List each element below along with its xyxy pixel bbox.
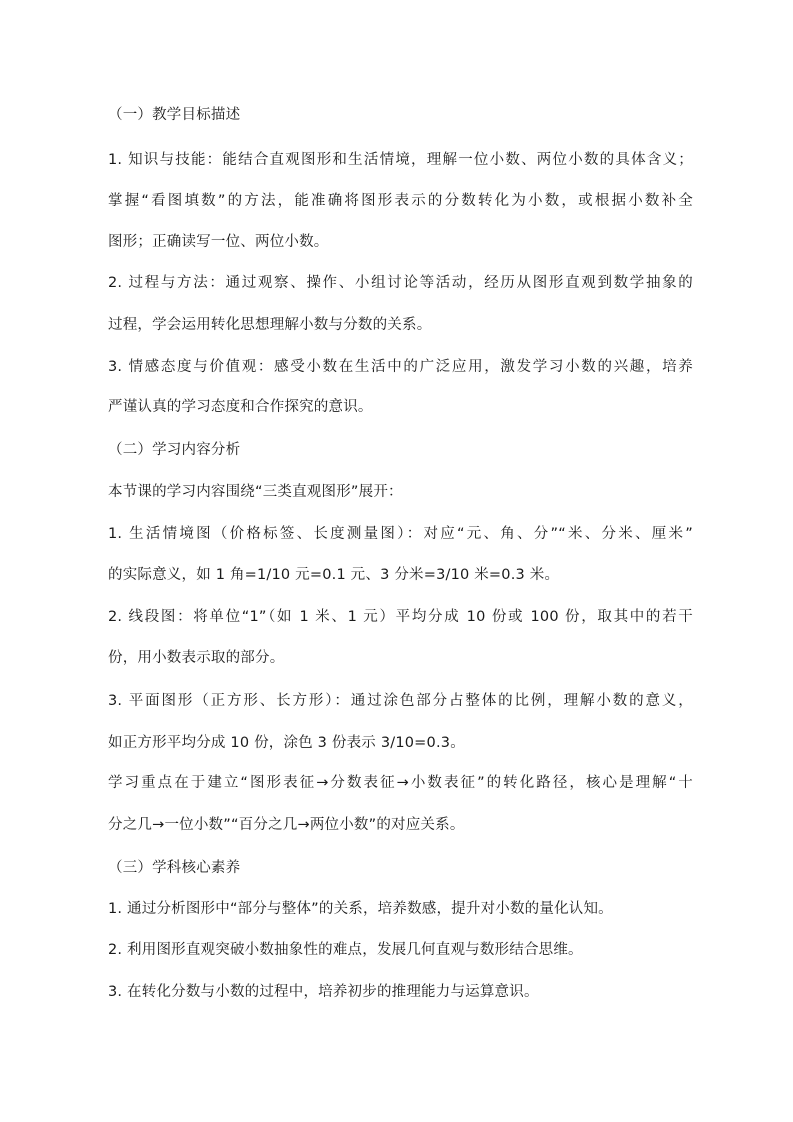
paragraph-line: 3. 在转化分数与小数的过程中，培养初步的推理能力与运算意识。 bbox=[108, 984, 539, 1000]
paragraph-line: 1. 知识与技能：能结合直观图形和生活情境，理解一位小数、两位小数的具体含义； bbox=[108, 152, 693, 168]
paragraph-line: 掌握“看图填数”的方法，能准确将图形表示的分数转化为小数，或根据小数补全 bbox=[108, 193, 693, 209]
paragraph-line: 2. 过程与方法：通过观察、操作、小组讨论等活动，经历从图形直观到数学抽象的 bbox=[108, 275, 693, 291]
paragraph-line: 3. 平面图形（正方形、长方形）：通过涂色部分占整体的比例，理解小数的意义， bbox=[108, 693, 693, 709]
paragraph-line: 1. 通过分析图形中“部分与整体”的关系，培养数感，提升对小数的量化认知。 bbox=[108, 901, 613, 917]
paragraph-line: 的实际意义，如 1 角=1/10 元=0.1 元、3 分米=3/10 米=0.3 米。 bbox=[108, 567, 560, 583]
section-heading-2: （二）学习内容分析 bbox=[108, 442, 241, 458]
section-heading-3: （三）学科核心素养 bbox=[108, 860, 241, 876]
paragraph-line: 如正方形平均分成 10 份，涂色 3 份表示 3/10=0.3。 bbox=[108, 735, 465, 751]
paragraph-line: 本节课的学习内容围绕“三类直观图形”展开： bbox=[108, 484, 403, 500]
section-heading-1: （一）教学目标描述 bbox=[108, 107, 241, 123]
paragraph-line: 图形；正确读写一位、两位小数。 bbox=[108, 234, 329, 250]
paragraph-line: 2. 线段图：将单位“1”（如 1 米、1 元）平均分成 10 份或 100 份，取其中的若干 bbox=[108, 609, 693, 625]
paragraph-line: 过程，学会运用转化思想理解小数与分数的关系。 bbox=[108, 317, 432, 333]
paragraph-line: 1. 生活情境图（价格标签、长度测量图）：对应“元、角、分”“米、分米、厘米” bbox=[108, 526, 693, 542]
paragraph-line: 分之几→一位小数”“百分之几→两位小数”的对应关系。 bbox=[108, 817, 465, 833]
paragraph-line: 3. 情感态度与价值观：感受小数在生活中的广泛应用，激发学习小数的兴趣，培养 bbox=[108, 359, 693, 375]
paragraph-line: 学习重点在于建立“图形表征→分数表征→小数表征”的转化路径，核心是理解“十 bbox=[108, 775, 693, 791]
paragraph-line: 2. 利用图形直观突破小数抽象性的难点，发展几何直观与数形结合思维。 bbox=[108, 942, 583, 958]
paragraph-line: 严谨认真的学习态度和合作探究的意识。 bbox=[108, 399, 373, 415]
paragraph-line: 份，用小数表示取的部分。 bbox=[108, 650, 285, 666]
